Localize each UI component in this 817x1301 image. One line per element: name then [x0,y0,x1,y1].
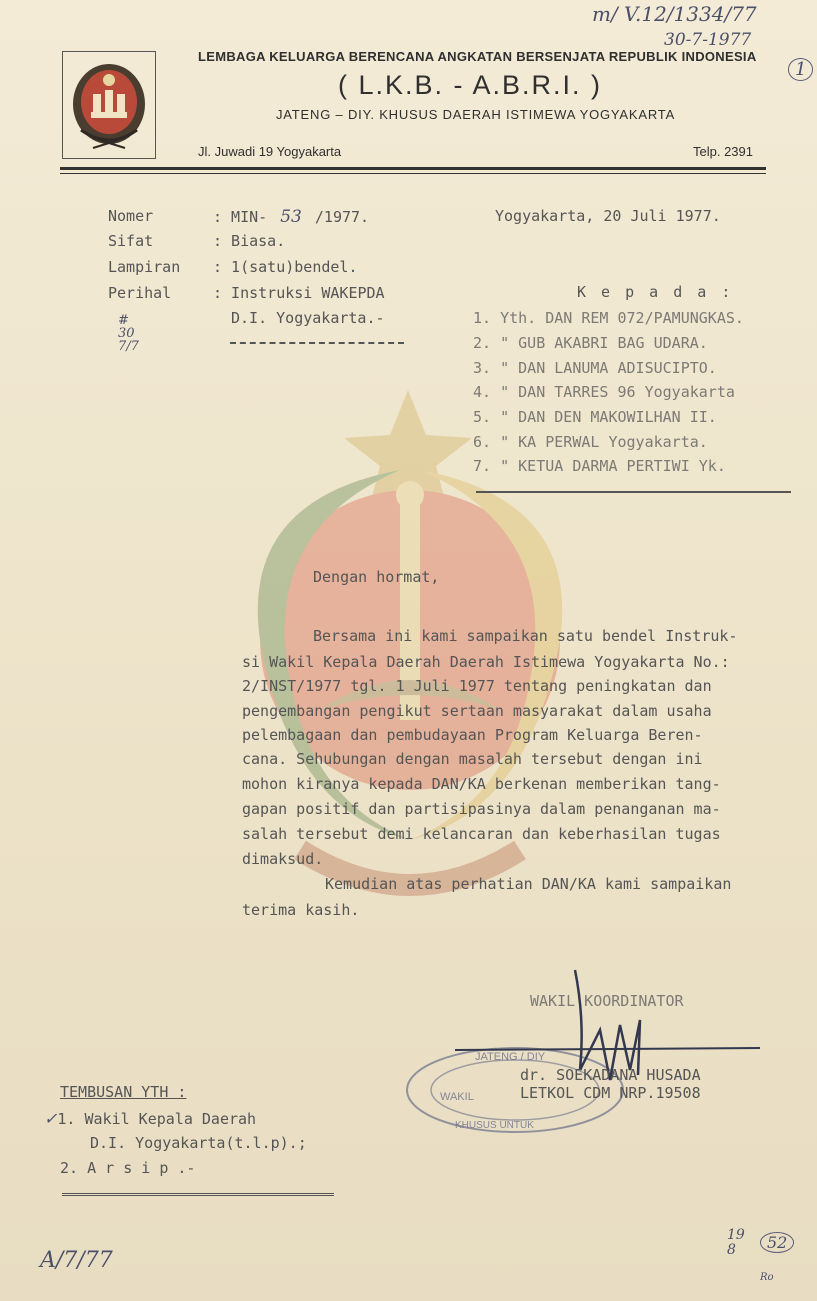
copies-underline [62,1193,334,1196]
recipient-6: 6. " KA PERWAL Yogyakarta. [473,433,708,451]
organization-region: JATENG – DIY. KHUSUS DAERAH ISTIMEWA YOGYAKARTA [276,107,676,122]
field-value-nomer: : MIN- 53 /1977. [213,207,370,227]
body-line-5: pelembagaan dan pembudayaan Program Keluarga Beren- [242,726,703,744]
field-value-perihal: : Instruksi WAKEPDA [213,284,385,302]
field-value-sifat: : Biasa. [213,232,286,250]
recipients-heading: K e p a d a : [577,283,734,301]
svg-text:JATENG / DIY: JATENG / DIY [475,1051,546,1063]
body-line-2: si Wakil Kepala Daerah Daerah Istimewa Yogyakarta No.: [242,653,730,671]
field-value-lampiran: : 1(satu)bendel. [213,258,358,276]
recipient-4: 4. " DAN TARRES 96 Yogyakarta [473,383,735,401]
organization-address: Jl. Juwadi 19 Yogyakarta [198,144,342,159]
handwritten-margin-note: # 30 7/7 [118,313,139,354]
body-line-7: mohon kiranya kepada DAN/KA berkenan memberikan tang- [242,775,721,793]
letter-date: Yogyakarta, 20 Juli 1977. [495,207,721,225]
salutation: Dengan hormat, [313,568,440,586]
recipient-7: 7. " KETUA DARMA PERTIWI Yk. [473,457,726,475]
recipient-2: 2. " GUB AKABRI BAG UDARA. [473,334,708,352]
body-line-4: pengembangan pengikut sertaan masyarakat dalam usaha [242,702,712,720]
svg-text:KHUSUS UNTUK: KHUSUS UNTUK [455,1120,534,1131]
handwritten-initials: A/7/77 [40,1248,113,1273]
copy-item-2: 2. A r s i p .- [60,1159,196,1177]
signatory-name: dr. SOEKADANA HUSADA [520,1066,701,1084]
organization-acronym: ( L.K.B. - A.B.R.I. ) [338,70,603,100]
signatory-rank: LETKOL CDM NRP.19508 [520,1084,701,1102]
handwritten-page-number: 1 [788,58,813,81]
handwritten-ro: Ro [760,1272,774,1283]
field-label-sifat: Sifat [108,232,154,250]
logo-box [62,51,156,159]
copy-item-1-line2: D.I. Yogyakarta(t.l.p).; [90,1134,307,1152]
copy-item-1: ✓1. Wakil Kepala Daerah [44,1109,257,1128]
handwritten-reference: m/ V.12/1334/77 [592,2,757,26]
body-line-6: cana. Sehubungan dengan masalah tersebut dengan ini [242,750,703,768]
closing-line-1: Kemudian atas perhatian DAN/KA kami sampaikan [325,875,732,893]
organization-phone: Telp. 2391 [693,144,753,159]
handwritten-date: 30-7-1977 [664,30,752,50]
organization-name: LEMBAGA KELUARGA BERENCANA ANGKATAN BERSENJATA REPUBLIK INDONESIA [198,49,757,64]
recipients-underline [476,491,791,493]
body-line-8: gapan positif dan partisipasinya dalam penanganan ma- [242,800,721,818]
body-line-3: 2/INST/1977 tgl. 1 Juli 1977 tentang peningkatan dan [242,677,712,695]
perihal-underline [230,342,404,344]
handwritten-number: 53 [280,207,302,227]
recipient-3: 3. " DAN LANUMA ADISUCIPTO. [473,359,717,377]
recipient-5: 5. " DAN DEN MAKOWILHAN II. [473,408,717,426]
field-label-perihal: Perihal [108,284,172,302]
copies-heading: TEMBUSAN YTH : [60,1083,187,1101]
letterhead-rule-thick [60,167,766,170]
official-stamp-and-signature [400,950,770,1140]
body-line-1: Bersama ini kami sampaikan satu bendel Instruk- [313,627,738,645]
recipient-1: 1. Yth. DAN REM 072/PAMUNGKAS. [473,309,744,327]
field-label-nomer: Nomer [108,207,154,225]
lkb-abri-emblem [63,52,155,158]
handwritten-fraction: 19 8 [727,1227,745,1258]
body-line-10: dimaksud. [242,850,324,868]
svg-text:WAKIL: WAKIL [440,1091,474,1103]
handwritten-circled-number: 52 [760,1232,794,1253]
field-label-lampiran: Lampiran [108,258,181,276]
body-line-9: salah tersebut demi kelancaran dan keberhasilan tugas [242,825,721,843]
field-value-perihal-line2: D.I. Yogyakarta.- [231,309,385,327]
closing-line-2: terima kasih. [242,901,360,919]
signatory-title: WAKIL KOORDINATOR [530,992,684,1010]
letterhead-rule-thin [60,173,766,174]
